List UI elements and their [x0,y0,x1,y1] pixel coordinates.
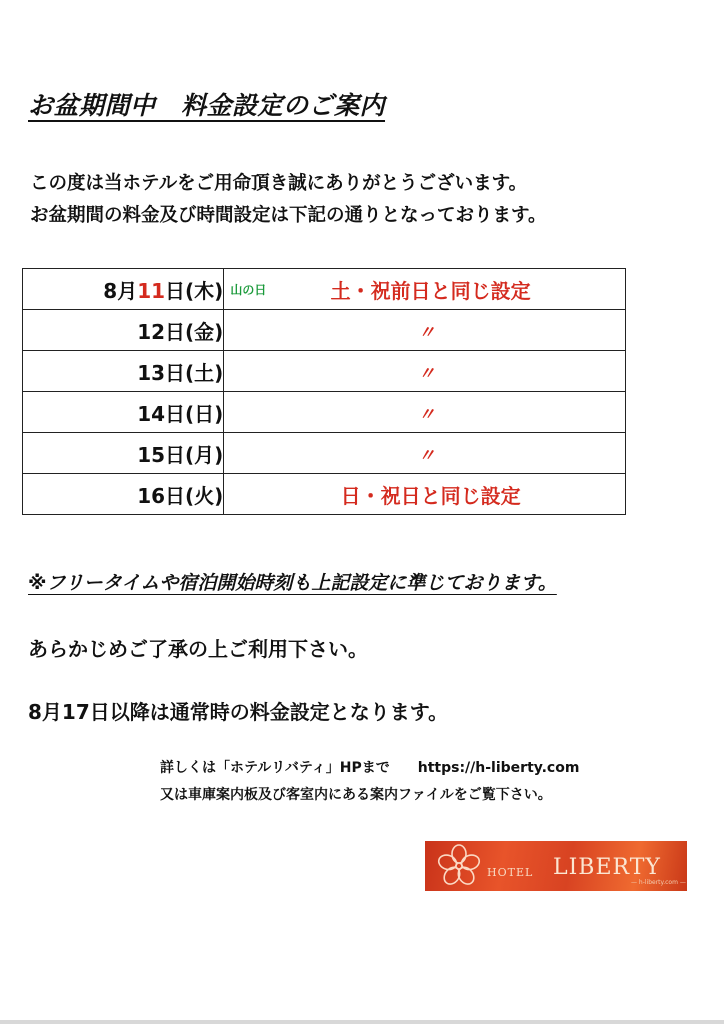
date-cell: 16日(火) [23,474,224,515]
date-cell: 13日(土) [23,351,224,392]
date-day-highlight: 11 [137,278,166,303]
hotel-liberty-logo [425,841,687,891]
ditto-mark: 〃 [418,363,434,384]
notice-paragraph-1: あらかじめご了承の上ご利用下さい。 [28,637,368,661]
table-row [23,269,626,310]
setting-cell [224,269,626,310]
setting-cell [224,433,626,474]
holiday-label: 山の日 [230,283,267,297]
setting-text: 土・祝前日と同じ設定 [330,278,531,303]
details-line-2: 又は車庫案内板及び客室内にある案内ファイルをご覧下さい。 [160,787,552,803]
setting-cell [224,351,626,392]
intro-line-1: この度は当ホテルをご用命頂き誠にありがとうございます。 [30,173,528,194]
date-suffix: 日(木) [165,278,224,303]
setting-cell [224,310,626,351]
intro-text [30,168,547,232]
logo-sub-text: — h-liberty.com — [631,879,686,886]
ditto-mark: 〃 [418,404,434,425]
page-bottom-divider [0,1020,724,1024]
details-line-1 [160,755,579,782]
ditto-mark: 〃 [418,445,434,466]
setting-cell [224,474,626,515]
ditto-mark: 〃 [418,322,434,343]
details-hp-text: 詳しくは「ホテルリバティ」HPまで [160,760,390,776]
logo-hotel-text: HOTEL [487,866,534,879]
details-text [160,755,579,809]
table-row [23,351,626,392]
date-month: 8月 [103,278,138,303]
schedule-table [22,268,626,515]
logo-name-text: LIBERTY [553,855,661,880]
page-title: お盆期間中 料金設定のご案内 [28,91,386,120]
table-row [23,310,626,351]
table-row [23,433,626,474]
date-cell: 14日(日) [23,392,224,433]
intro-line-2: お盆期間の料金及び時間設定は下記の通りとなっております。 [30,205,547,226]
setting-cell [224,392,626,433]
date-cell [23,269,224,310]
note-text: ※フリータイムや宿泊開始時刻も上記設定に準じております。 [28,572,557,594]
table-row [23,392,626,433]
table-row [23,474,626,515]
date-cell: 12日(金) [23,310,224,351]
website-url: https://h-liberty.com [417,760,580,776]
notice-paragraph-2: 8月17日以降は通常時の料金設定となります。 [28,700,449,724]
flower-icon [435,843,483,889]
setting-text: 日・祝日と同じ設定 [340,483,521,508]
date-cell: 15日(月) [23,433,224,474]
